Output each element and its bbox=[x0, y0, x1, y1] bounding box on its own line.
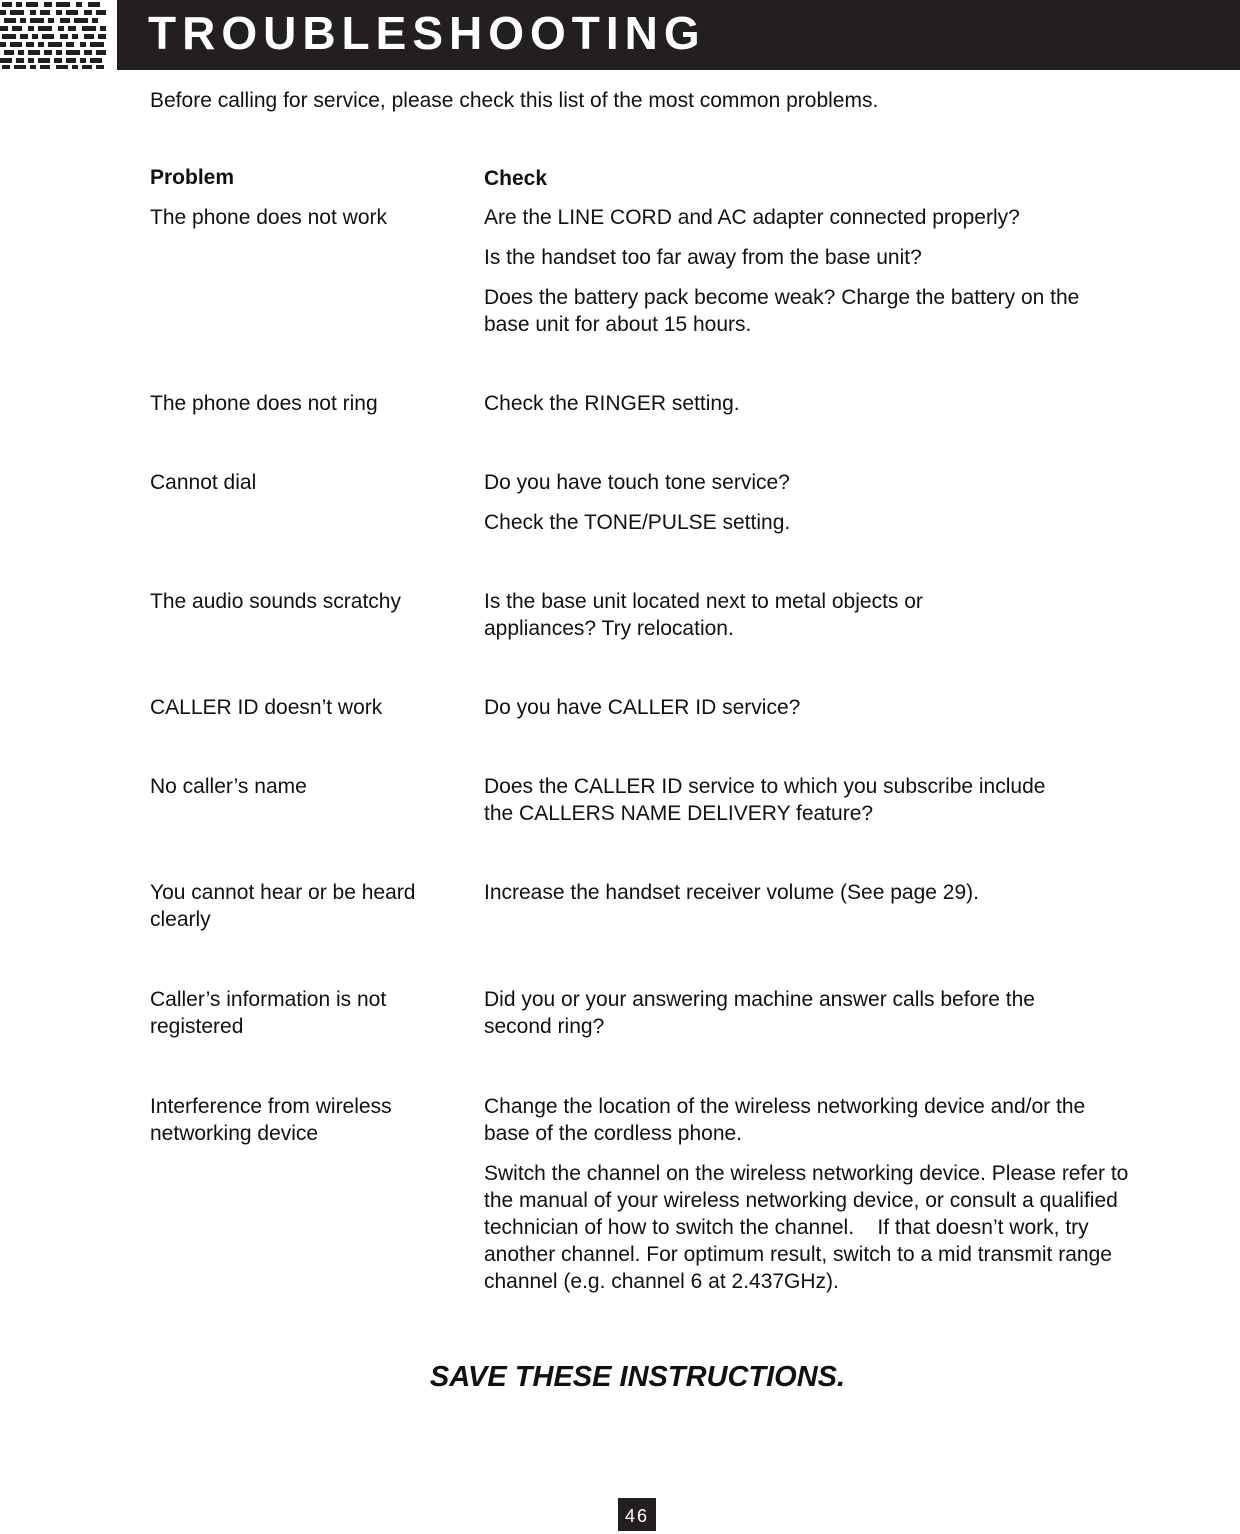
check-column-header: Check bbox=[484, 167, 548, 190]
problem-column-header: Problem bbox=[150, 166, 235, 189]
problem-text: Interference from wireless networking device bbox=[150, 1095, 392, 1145]
check-list bbox=[484, 390, 1134, 430]
problem-text: Caller’s information is not registered bbox=[150, 988, 387, 1038]
check-item: Do you have CALLER ID service? bbox=[484, 696, 801, 719]
check-item: Does the battery pack become weak? Charge the battery on the base unit for about 15 hours. bbox=[484, 286, 1080, 336]
check-list bbox=[484, 588, 1134, 655]
check-list bbox=[484, 879, 1134, 919]
problem-text: You cannot hear or be heard clearly bbox=[150, 881, 416, 931]
check-item: Does the CALLER ID service to which you subscribe include the CALLERS NAME DELIVERY feature? bbox=[484, 775, 1046, 825]
problem-text: No caller’s name bbox=[150, 775, 307, 798]
check-list bbox=[484, 469, 1134, 549]
check-item: Do you have touch tone service? bbox=[484, 471, 790, 494]
check-list bbox=[484, 773, 1134, 840]
page-title: TROUBLESHOOTING bbox=[148, 7, 706, 59]
check-item: Is the handset too far away from the base unit? bbox=[484, 246, 922, 269]
problem-text: CALLER ID doesn’t work bbox=[150, 696, 383, 719]
check-item: Are the LINE CORD and AC adapter connected properly? bbox=[484, 206, 1020, 229]
check-list bbox=[484, 1093, 1134, 1308]
check-item: Did you or your answering machine answer calls before the second ring? bbox=[484, 988, 1035, 1038]
check-list bbox=[484, 986, 1134, 1053]
brand-pattern-logo bbox=[0, 0, 108, 70]
check-item: Is the base unit located next to metal objects or appliances? Try relocation. bbox=[484, 590, 923, 640]
problem-text: The phone does not work bbox=[150, 206, 387, 229]
problem-text: Cannot dial bbox=[150, 471, 257, 494]
page-number: 46 bbox=[618, 1498, 656, 1531]
check-item: Change the location of the wireless networking device and/or the base of the cordless phone. bbox=[484, 1095, 1086, 1145]
save-instructions-notice: SAVE THESE INSTRUCTIONS. bbox=[429, 1361, 846, 1393]
check-item: Check the TONE/PULSE setting. bbox=[484, 511, 791, 534]
check-list bbox=[484, 204, 1134, 351]
check-item: Increase the handset receiver volume (See page 29). bbox=[484, 881, 979, 904]
check-list bbox=[484, 694, 1134, 734]
problem-text: The phone does not ring bbox=[150, 392, 378, 415]
check-item: Check the RINGER setting. bbox=[484, 392, 740, 415]
problem-text: The audio sounds scratchy bbox=[150, 590, 401, 613]
check-item: Switch the channel on the wireless networking device. Please refer to the manual of your wireless networking device, or consult a qualified technician of how to switch the channel. If that doesn’t work, try another channel. For optimum result, switch to a mid transmit range channel (e.g. channel 6 at 2.437GHz). bbox=[484, 1162, 1135, 1293]
intro-text: Before calling for service, please check this list of the most common problems. bbox=[150, 89, 879, 112]
